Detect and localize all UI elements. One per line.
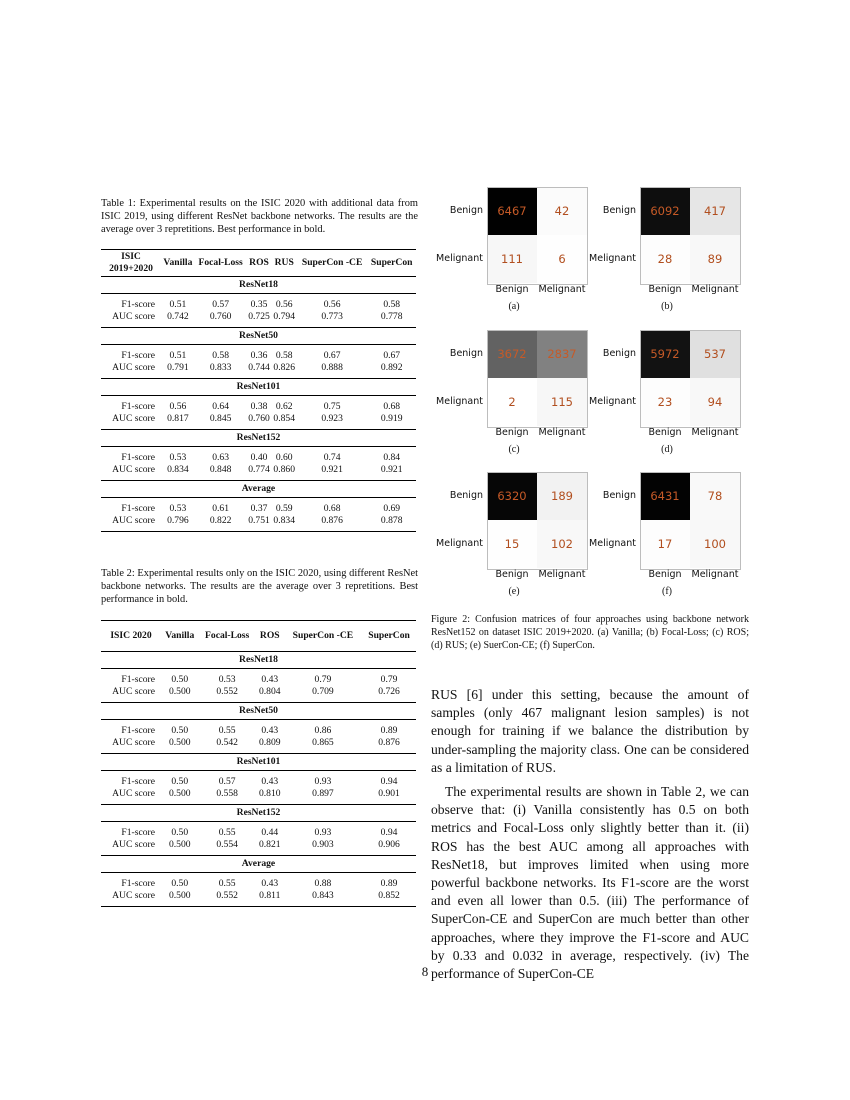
matrix-col-label: Melignant <box>538 284 586 295</box>
body-paragraph-1: RUS [6] under this setting, because the amount of samples (only 467 malignant lesion samples) is not enough for training if we balance the distribution by under-sampling the majority class. One can be considered as a limitation of RUS. <box>431 687 749 775</box>
table-cell: 0.542 <box>216 737 238 748</box>
table-cell: 0.43 <box>261 878 279 889</box>
matrix-row-label: Benign <box>602 205 636 216</box>
table-row <box>101 299 416 311</box>
table-cell: 0.817 <box>167 413 189 424</box>
table2 <box>101 620 416 907</box>
table-row <box>101 674 416 686</box>
table-cell: 0.811 <box>259 890 281 901</box>
table-cell: 0.500 <box>168 788 191 799</box>
matrix-cell: 2837 <box>537 330 587 378</box>
table-cell: 0.69 <box>383 503 401 514</box>
table-cell: 0.843 <box>312 890 334 901</box>
matrix-row-label: Benign <box>449 348 483 359</box>
subfigure-label: (b) <box>661 301 673 312</box>
matrix-cell: 23 <box>640 378 690 426</box>
matrix-cell: 3672 <box>487 330 537 378</box>
table-cell: 0.44 <box>261 827 279 838</box>
table-cell: 0.901 <box>378 788 400 799</box>
table-header-cell: SuperCon -CE <box>297 250 368 277</box>
subfigure-label: (a) <box>508 301 520 312</box>
subfigure-label: (e) <box>508 586 520 597</box>
table-cell: 0.848 <box>209 464 232 475</box>
table-section-title: ResNet50 <box>101 703 416 720</box>
table1-caption: Table 1: Experimental results on the ISIC 2020 with additional data from ISIC 2019, using different ResNet backbone networks. The results are the average over 3 repretitions. Best performance in bold. <box>101 198 418 235</box>
table-section-title: ResNet101 <box>101 754 416 771</box>
table-cell: 0.876 <box>321 515 343 526</box>
table-cell: 0.94 <box>380 827 398 838</box>
table-cell: 0.79 <box>314 674 332 685</box>
table-cell: 0.500 <box>168 686 191 697</box>
matrix-col-label: Benign <box>495 427 529 438</box>
matrix-cell: 115 <box>537 378 587 426</box>
table-cell: 0.725 <box>248 311 270 322</box>
table-section-title: Average <box>101 481 416 498</box>
matrix-col-label: Melignant <box>538 427 586 438</box>
matrix-cell: 42 <box>537 187 587 235</box>
matrix-row-label: Melignant <box>589 538 636 549</box>
table-cell: 0.93 <box>314 827 332 838</box>
table-header-cell: ROS <box>246 250 271 277</box>
table-cell: 0.50 <box>171 878 189 889</box>
matrix-cell: 2 <box>487 378 537 426</box>
subfigure-label: (c) <box>508 444 520 455</box>
table-cell: 0.810 <box>258 788 281 799</box>
table-cell: 0.74 <box>323 452 341 463</box>
confusion-matrix <box>487 187 587 287</box>
table-header-cell: ISIC 2019+2020 <box>101 250 161 277</box>
table-cell: 0.40 <box>250 452 268 463</box>
table-cell: 0.68 <box>383 401 401 412</box>
table-cell: 0.876 <box>378 737 400 748</box>
table-cell: 0.43 <box>261 776 279 787</box>
table-section-title: ResNet152 <box>101 430 416 447</box>
table-cell: 0.794 <box>273 311 296 322</box>
table-cell: 0.897 <box>312 788 334 799</box>
metric-label: AUC score <box>112 686 155 697</box>
table-cell: 0.809 <box>258 737 281 748</box>
table2-caption: Table 2: Experimental results only on the ISIC 2020, using different ResNet backbone networks. The results are the average over 3 repretitions. Best performance in bold. <box>101 568 418 605</box>
table-cell: 0.821 <box>258 839 281 850</box>
table-header-cell: SuperCon <box>367 250 416 277</box>
matrix-col-label: Benign <box>648 427 682 438</box>
table-header-cell: Vanilla <box>161 250 195 277</box>
matrix-cell: 89 <box>690 235 740 283</box>
table-cell: 0.51 <box>169 299 187 310</box>
table-cell: 0.89 <box>380 725 398 736</box>
metric-label: AUC score <box>112 362 155 373</box>
table-cell: 0.50 <box>171 674 189 685</box>
table-header-cell: Focal-Loss <box>195 250 247 277</box>
matrix-cell: 94 <box>690 378 740 426</box>
table-cell: 0.63 <box>212 452 230 463</box>
table-cell: 0.67 <box>383 350 401 361</box>
matrix-cell: 6467 <box>487 187 537 235</box>
matrix-cell: 17 <box>640 520 690 568</box>
table-row <box>101 311 416 323</box>
table-row <box>101 362 416 374</box>
table-row <box>101 350 416 362</box>
table-cell: 0.760 <box>209 311 232 322</box>
table-cell: 0.826 <box>273 362 296 373</box>
matrix-row-label: Benign <box>449 490 483 501</box>
metric-label: F1-score <box>121 674 155 685</box>
body-text <box>431 686 749 983</box>
subfigure-label: (d) <box>661 444 673 455</box>
metric-label: AUC score <box>112 464 155 475</box>
table-cell: 0.921 <box>321 464 343 475</box>
matrix-cell: 6092 <box>640 187 690 235</box>
table-cell: 0.38 <box>250 401 268 412</box>
table-cell: 0.834 <box>273 515 296 526</box>
table-cell: 0.37 <box>250 503 268 514</box>
table-cell: 0.86 <box>314 725 332 736</box>
matrix-cell: 189 <box>537 472 587 520</box>
table-cell: 0.88 <box>314 878 332 889</box>
table-cell: 0.709 <box>312 686 334 697</box>
matrix-row-label: Benign <box>449 205 483 216</box>
table-cell: 0.919 <box>380 413 403 424</box>
table-header-cell: ROS <box>256 621 284 652</box>
metric-label: F1-score <box>121 503 155 514</box>
metric-label: AUC score <box>112 890 155 901</box>
table-section-title: ResNet18 <box>101 277 416 294</box>
table-cell: 0.552 <box>216 686 238 697</box>
table-cell: 0.79 <box>380 674 398 685</box>
table-cell: 0.822 <box>209 515 232 526</box>
table-cell: 0.50 <box>171 827 189 838</box>
table-cell: 0.55 <box>218 878 236 889</box>
matrix-cell: 111 <box>487 235 537 283</box>
table-row <box>101 827 416 839</box>
table-cell: 0.778 <box>380 311 403 322</box>
table-cell: 0.744 <box>248 362 270 373</box>
table-row <box>101 464 416 476</box>
table-header-cell: SuperCon -CE <box>284 621 362 652</box>
table-cell: 0.903 <box>312 839 334 850</box>
matrix-cell: 5972 <box>640 330 690 378</box>
table-cell: 0.84 <box>383 452 401 463</box>
matrix-row-label: Melignant <box>436 396 483 407</box>
table1 <box>101 249 416 532</box>
table-cell: 0.55 <box>218 725 236 736</box>
table-cell: 0.53 <box>169 503 187 514</box>
table-cell: 0.56 <box>169 401 187 412</box>
matrix-col-label: Benign <box>648 284 682 295</box>
table-cell: 0.53 <box>218 674 236 685</box>
table-cell: 0.59 <box>275 503 293 514</box>
table-row <box>101 839 416 851</box>
matrix-cell: 6431 <box>640 472 690 520</box>
table-row <box>101 890 416 902</box>
table-cell: 0.57 <box>218 776 236 787</box>
metric-label: F1-score <box>121 878 155 889</box>
table-cell: 0.774 <box>248 464 270 475</box>
metric-label: AUC score <box>112 839 155 850</box>
table-cell: 0.500 <box>168 890 191 901</box>
table-header-cell: Vanilla <box>161 621 199 652</box>
table-row <box>101 401 416 413</box>
table-cell: 0.51 <box>169 350 187 361</box>
metric-label: AUC score <box>112 788 155 799</box>
table-section-title: ResNet50 <box>101 328 416 345</box>
metric-label: F1-score <box>121 299 155 310</box>
table-row <box>101 413 416 425</box>
table-cell: 0.726 <box>378 686 400 697</box>
matrix-cell: 6320 <box>487 472 537 520</box>
table-header-cell: SuperCon <box>362 621 416 652</box>
matrix-col-label: Melignant <box>691 569 739 580</box>
matrix-row-label: Benign <box>602 490 636 501</box>
confusion-matrix <box>487 330 587 430</box>
table-cell: 0.89 <box>380 878 398 889</box>
table-cell: 0.865 <box>312 737 334 748</box>
metric-label: AUC score <box>112 413 155 424</box>
matrix-col-label: Benign <box>648 569 682 580</box>
table-cell: 0.64 <box>212 401 230 412</box>
table-cell: 0.53 <box>169 452 187 463</box>
confusion-matrix <box>640 330 740 430</box>
table-cell: 0.921 <box>380 464 403 475</box>
matrix-cell: 537 <box>690 330 740 378</box>
metric-label: F1-score <box>121 827 155 838</box>
matrix-row-label: Melignant <box>589 253 636 264</box>
table-cell: 0.62 <box>275 401 293 412</box>
table-cell: 0.57 <box>212 299 230 310</box>
matrix-row-label: Melignant <box>436 253 483 264</box>
table-cell: 0.552 <box>216 890 238 901</box>
matrix-row-label: Melignant <box>436 538 483 549</box>
table-cell: 0.60 <box>275 452 293 463</box>
table-cell: 0.852 <box>378 890 400 901</box>
table-cell: 0.500 <box>168 839 191 850</box>
matrix-row-label: Melignant <box>589 396 636 407</box>
metric-label: F1-score <box>121 725 155 736</box>
table-cell: 0.833 <box>209 362 232 373</box>
metric-label: AUC score <box>112 737 155 748</box>
table-cell: 0.854 <box>273 413 296 424</box>
table-row <box>101 878 416 890</box>
table-cell: 0.55 <box>218 827 236 838</box>
table-cell: 0.923 <box>321 413 343 424</box>
table-cell: 0.94 <box>380 776 398 787</box>
matrix-col-label: Benign <box>495 569 529 580</box>
table-row <box>101 788 416 800</box>
table-cell: 0.751 <box>248 515 270 526</box>
confusion-matrix <box>487 472 587 572</box>
table-cell: 0.56 <box>323 299 341 310</box>
metric-label: F1-score <box>121 401 155 412</box>
table-cell: 0.43 <box>261 674 279 685</box>
table-cell: 0.845 <box>209 413 232 424</box>
table-cell: 0.35 <box>250 299 268 310</box>
figure2-caption: Figure 2: Confusion matrices of four approaches using backbone network ResNet152 on dataset ISIC 2019+2020. (a) Vanilla; (b) Focal-Loss; (c) ROS; (d) RUS; (e) SuerCon-CE; (f) SuperCon. <box>431 614 749 651</box>
metric-label: F1-score <box>121 350 155 361</box>
table-section-title: ResNet18 <box>101 652 416 669</box>
matrix-cell: 28 <box>640 235 690 283</box>
table-cell: 0.760 <box>248 413 270 424</box>
table-header-cell: RUS <box>272 250 297 277</box>
table-cell: 0.500 <box>168 737 191 748</box>
table-cell: 0.68 <box>323 503 341 514</box>
table-row <box>101 776 416 788</box>
table-cell: 0.834 <box>167 464 189 475</box>
metric-label: F1-score <box>121 452 155 463</box>
table-row <box>101 503 416 515</box>
matrix-col-label: Melignant <box>691 427 739 438</box>
confusion-matrix <box>640 187 740 287</box>
matrix-row-label: Benign <box>602 348 636 359</box>
table-row <box>101 737 416 749</box>
metric-label: AUC score <box>112 515 155 526</box>
table-cell: 0.93 <box>314 776 332 787</box>
confusion-matrix <box>640 472 740 572</box>
matrix-cell: 100 <box>690 520 740 568</box>
table-cell: 0.558 <box>216 788 238 799</box>
metric-label: F1-score <box>121 776 155 787</box>
table-cell: 0.58 <box>212 350 230 361</box>
matrix-col-label: Melignant <box>691 284 739 295</box>
table-cell: 0.43 <box>261 725 279 736</box>
table-cell: 0.791 <box>167 362 189 373</box>
table-cell: 0.50 <box>171 725 189 736</box>
table-cell: 0.554 <box>216 839 238 850</box>
table-cell: 0.75 <box>323 401 341 412</box>
table-section-title: ResNet101 <box>101 379 416 396</box>
matrix-col-label: Melignant <box>538 569 586 580</box>
matrix-cell: 102 <box>537 520 587 568</box>
table-cell: 0.906 <box>378 839 400 850</box>
matrix-cell: 417 <box>690 187 740 235</box>
matrix-cell: 78 <box>690 472 740 520</box>
table-header-cell: Focal-Loss <box>199 621 256 652</box>
table-cell: 0.860 <box>273 464 296 475</box>
table-cell: 0.50 <box>171 776 189 787</box>
table-cell: 0.796 <box>167 515 189 526</box>
matrix-col-label: Benign <box>495 284 529 295</box>
table-section-title: Average <box>101 856 416 873</box>
table-row <box>101 725 416 737</box>
table-row <box>101 515 416 527</box>
table-cell: 0.804 <box>258 686 281 697</box>
table-cell: 0.67 <box>323 350 341 361</box>
table-cell: 0.892 <box>380 362 403 373</box>
table-cell: 0.878 <box>380 515 403 526</box>
table-header-cell: ISIC 2020 <box>101 621 161 652</box>
table-cell: 0.773 <box>321 311 343 322</box>
table-cell: 0.36 <box>250 350 268 361</box>
matrix-cell: 15 <box>487 520 537 568</box>
metric-label: AUC score <box>112 311 155 322</box>
table-cell: 0.58 <box>383 299 401 310</box>
table-row <box>101 452 416 464</box>
body-paragraph-2: The experimental results are shown in Table 2, we can observe that: (i) Vanilla consistently has 0.5 on both metrics and Focal-Loss only slightly better than it. (ii) ROS has the best AUC among all approaches with ResNet18, but improves limited when using more powerful backbone networks. Its F1-score are the worst and even all lower than 0.5. (iii) The performance of SuperCon-CE and SuperCon are much better than other approaches, where they improve the F1-score and AUC by 0.33 and 0.032 in average, respectively. (iv) The performance of SuperCon-CE <box>431 784 749 982</box>
table-cell: 0.888 <box>321 362 343 373</box>
page-number: 8 <box>421 964 429 979</box>
subfigure-label: (f) <box>662 586 672 597</box>
table-section-title: ResNet152 <box>101 805 416 822</box>
table-row <box>101 686 416 698</box>
table-cell: 0.56 <box>275 299 293 310</box>
table-cell: 0.58 <box>275 350 293 361</box>
table-cell: 0.61 <box>212 503 230 514</box>
matrix-cell: 6 <box>537 235 587 283</box>
table-cell: 0.742 <box>167 311 189 322</box>
